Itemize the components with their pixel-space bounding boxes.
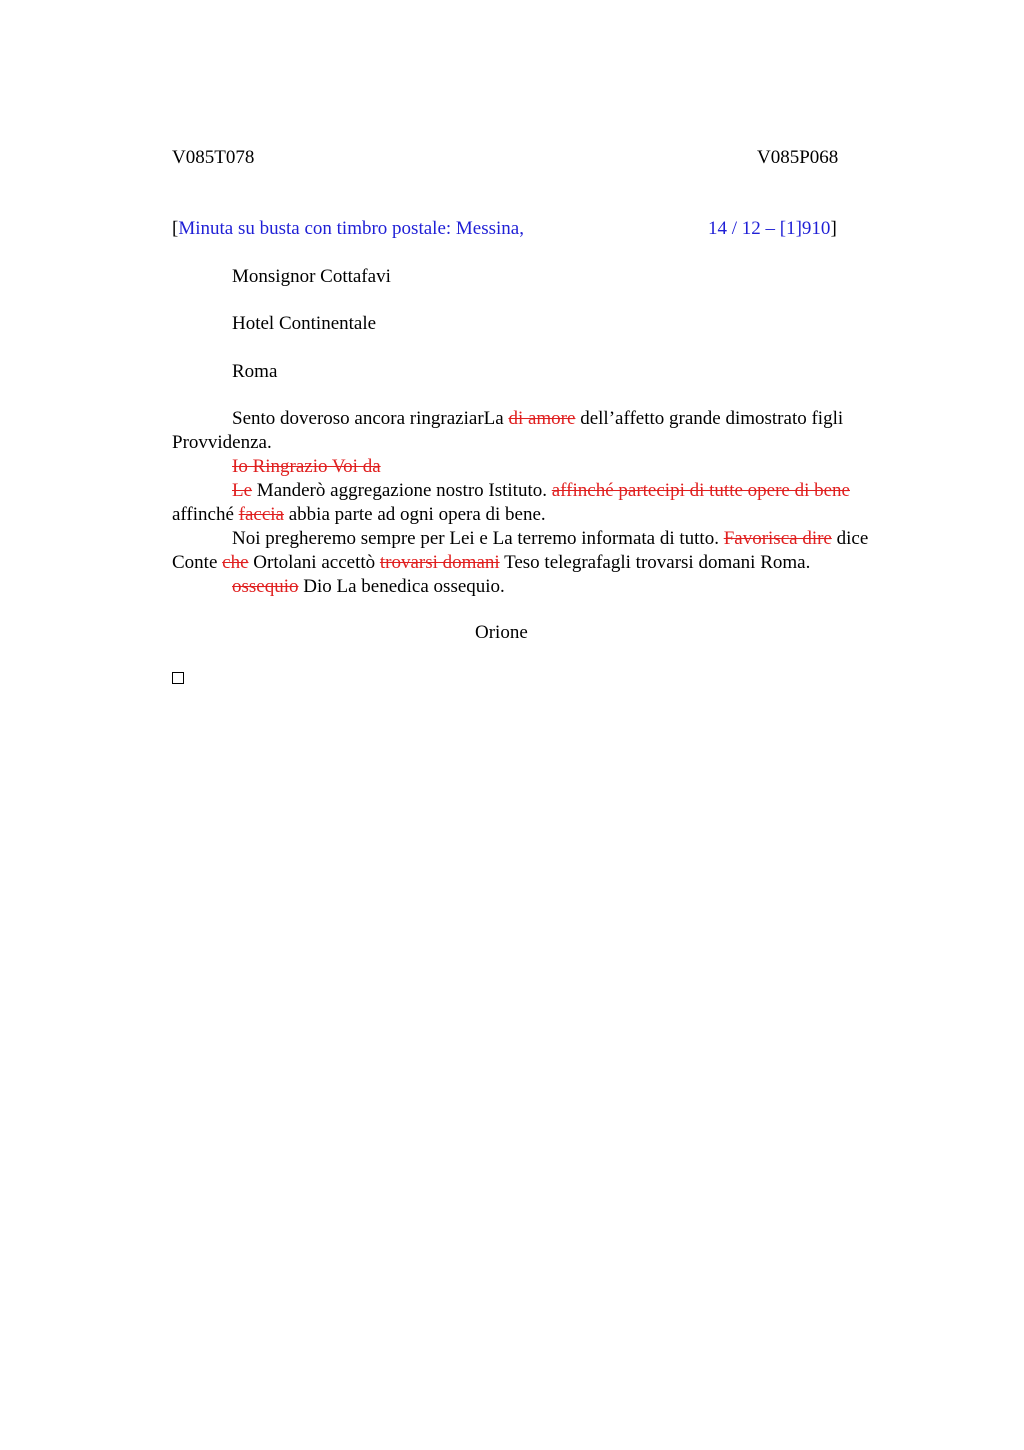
deleted-text: di amore	[508, 408, 576, 429]
body-line-7	[172, 551, 932, 575]
body-text: Provvidenza.	[172, 432, 272, 453]
body-text: affinché	[172, 504, 239, 525]
body-text: Ortolani accettò	[248, 552, 380, 573]
editorial-note	[172, 217, 524, 241]
note-close-bracket: ]	[830, 218, 837, 239]
body-text: Conte	[172, 552, 223, 573]
body-line-8	[172, 575, 932, 599]
note-text: Minuta su busta con timbro postale: Messina,	[178, 218, 524, 239]
recipient-hotel: Hotel Continentale	[232, 313, 377, 334]
deleted-text: faccia	[238, 504, 284, 525]
deleted-text: Le	[232, 480, 253, 501]
note-date: 14 / 12 – [1]910	[708, 218, 831, 239]
deleted-text: trovarsi domani	[379, 552, 500, 573]
deleted-text: Favorisca dire	[723, 528, 832, 549]
body-text: Sento doveroso ancora ringraziarLa	[232, 408, 509, 429]
body-text: dice	[831, 528, 869, 549]
deleted-text: Io Ringrazio Voi da	[232, 456, 381, 477]
body-line-6	[172, 527, 932, 551]
deleted-text: che	[222, 552, 249, 573]
body-text: Dio La benedica ossequio.	[298, 576, 505, 597]
signature: Orione	[475, 622, 528, 643]
document-code-left: V085T078	[172, 147, 255, 168]
recipient-city: Roma	[232, 361, 278, 382]
box-symbol	[172, 672, 184, 684]
body-line-2	[172, 431, 932, 455]
letter-body	[172, 407, 932, 599]
deleted-text: ossequio	[232, 576, 299, 597]
body-text: Noi pregheremo sempre per Lei e La terremo informata di tutto.	[232, 528, 724, 549]
body-line-1	[172, 407, 932, 431]
body-text: Manderò aggregazione nostro Istituto.	[252, 480, 552, 501]
note-open-bracket: [	[172, 218, 179, 239]
body-line-3	[172, 455, 932, 479]
body-line-5	[172, 503, 932, 527]
deleted-text: affinché partecipi di tutte opere di bene	[551, 480, 850, 501]
editorial-note-date	[708, 217, 837, 241]
body-text: dell’affetto grande dimostrato figli	[575, 408, 844, 429]
recipient-name: Monsignor Cottafavi	[232, 266, 391, 287]
body-text: abbia parte ad ogni opera di bene.	[283, 504, 546, 525]
body-line-4	[172, 479, 932, 503]
body-text: Teso telegrafagli trovarsi domani Roma.	[499, 552, 811, 573]
document-code-right: V085P068	[757, 147, 839, 168]
